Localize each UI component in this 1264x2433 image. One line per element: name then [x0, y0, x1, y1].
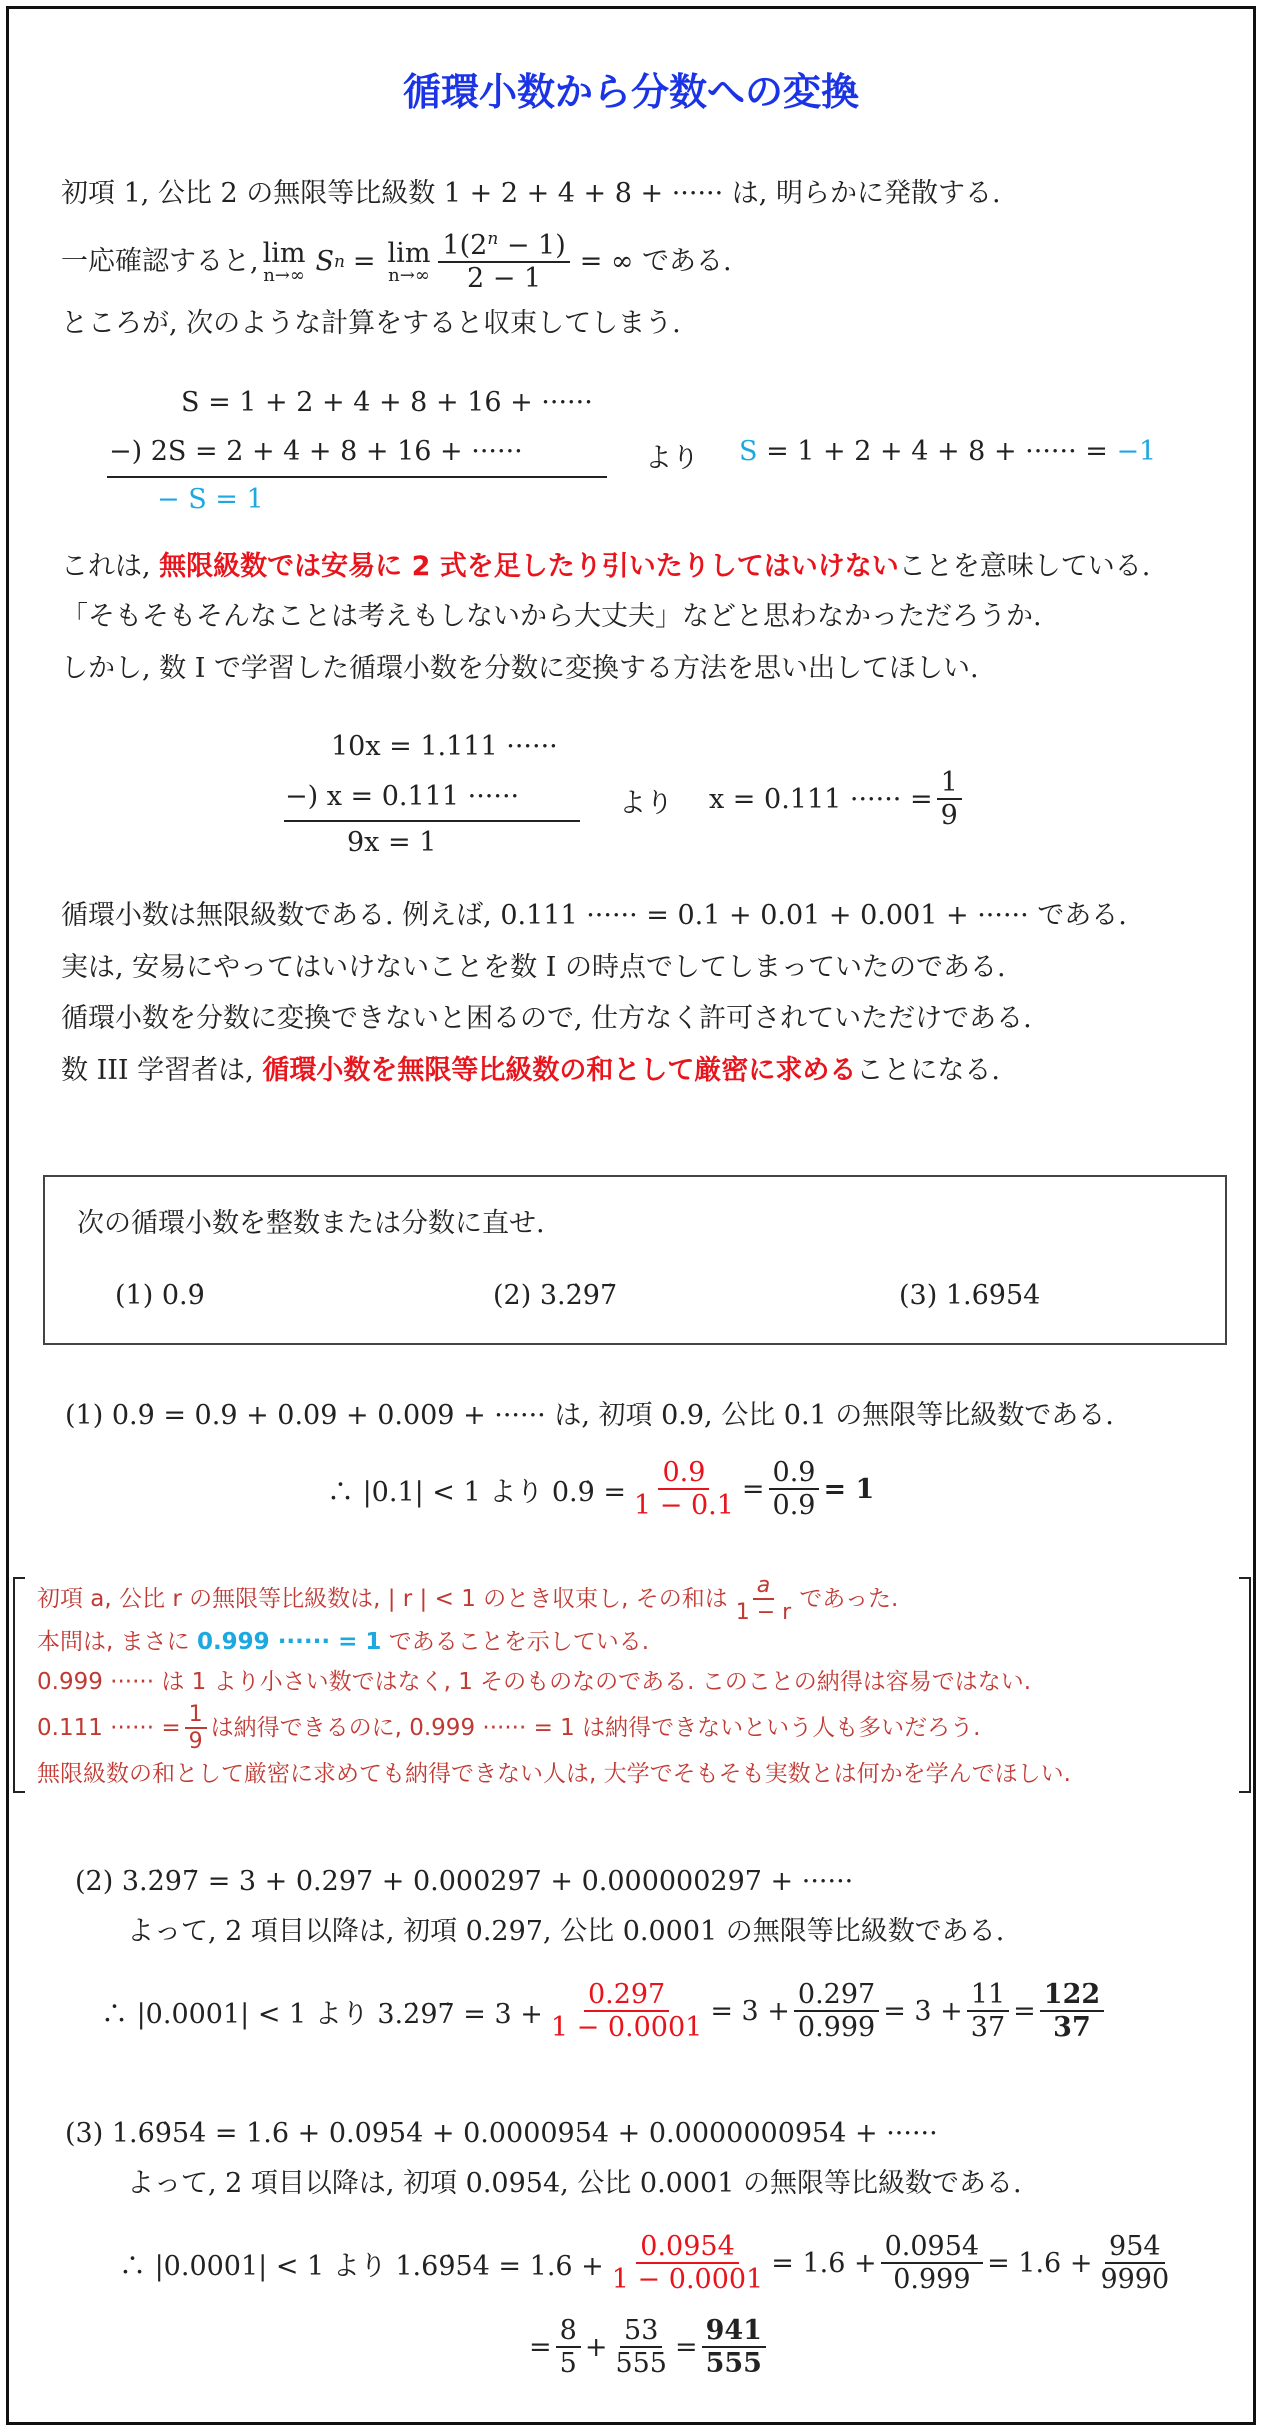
problem-3: (3) 1.69̇54̇	[899, 1280, 1041, 1311]
note-cyan-highlight: 0.999 ······ = 1	[196, 1629, 382, 1655]
note-frac-sum: $\frac{a}{1 - r}$	[735, 1572, 792, 1625]
note-bracket-left	[13, 1577, 25, 1793]
calc2-row-1: 10x = 1.111 ······	[331, 731, 558, 762]
para3-line-2: 実は, 安易にやってはいけないことを数 I の時点でしてしまっていたのである.	[61, 952, 1006, 983]
note-line-2: 本問は, まさに 0.999 ······ = 1 であることを示している.	[37, 1629, 650, 1655]
calc1-yori: より	[645, 443, 699, 474]
note-line-5: 無限級数の和として厳密に求めても納得できない人は, 大学でそもそも実数とは何かを学んでほしい.	[37, 1761, 1071, 1787]
calc1-row-3: − S = 1	[157, 484, 264, 515]
sol1-line-2: ∴ |0.1| < 1 より 0.9̇ = $\frac{0.9}{1 - 0.1}$ = $\frac{0.9}{0.9}$ = 1	[327, 1457, 875, 1522]
calc1-rule	[107, 476, 607, 478]
calc1-result	[739, 436, 1156, 467]
sn-symbol: S	[315, 246, 334, 277]
problem-1: (1) 0.9̇	[115, 1280, 205, 1311]
sol2-result: $\frac{122}{37}$	[1040, 1979, 1104, 2043]
result-mid: = 1 + 2 + 4 + 8 + ······ =	[757, 436, 1117, 467]
calc1-row-1: S = 1 + 2 + 4 + 8 + 16 + ······	[181, 387, 593, 418]
note-bracket-right	[1239, 1577, 1251, 1793]
para3-line-4: 数 III 学習者は, 循環小数を無限等比級数の和として厳密に求めることになる.	[61, 1055, 1000, 1086]
sol3-frac-4: $\frac{8}{5}$	[556, 2315, 581, 2379]
sol3-frac-3: $\frac{954}{9990}$	[1100, 2231, 1170, 2296]
para3-line-1: 循環小数は無限級数である. 例えば, 0.111 ······ = 0.1 + 0.01 + 0.001 + ······ である.	[61, 900, 1127, 931]
sol3-result: $\frac{941}{555}$	[702, 2315, 766, 2379]
lim-sub: n→∞	[263, 264, 305, 286]
problem-box	[43, 1175, 1227, 1345]
intro-line-3: ところが, 次のような計算をすると収束してしまう.	[61, 308, 681, 339]
intro-line-2	[61, 227, 732, 297]
calc2-yori: より	[619, 788, 673, 819]
frac-den: 2 − 1	[467, 263, 542, 294]
sol2-line-1: (2) 3.2̇97̇ = 3 + 0.297 + 0.000297 + 0.000000297 + ······	[75, 1866, 854, 1897]
note-line-1: 初項 a, 公比 r の無限等比級数は, | r | < 1 のとき収束し, その和は $\frac{a}{1 - r}$ であった.	[37, 1572, 899, 1625]
sol3-line-3: ∴ |0.0001| < 1 より 1.69̇54̇ = 1.6 + $\frac{0.0954}{1 - 0.0001}$ = 1.6 + $\frac{0.0954}{0.999}$ = 1.6 + $\frac{954}{9990}$	[119, 2231, 1177, 2295]
note-line-3: 0.999 ······ は 1 より小さい数ではなく, 1 そのものなのである. このことの納得は容易ではない.	[37, 1669, 1032, 1695]
lim-label-2: lim	[387, 237, 431, 269]
lim-label: lim	[262, 237, 306, 269]
sol3-line-1: (3) 1.69̇54̇ = 1.6 + 0.0954 + 0.0000954 + 0.0000000954 + ······	[65, 2118, 938, 2149]
sol3-line-4: = $\frac{8}{5}$ + $\frac{53}{555}$ = $\frac{941}{555}$	[529, 2315, 770, 2379]
sol3-line-2: よって, 2 項目以降は, 初項 0.0954, 公比 0.0001 の無限等比級数である.	[127, 2168, 1022, 2199]
problem-instruction: 次の循環小数を整数または分数に直せ.	[77, 1208, 545, 1239]
intro-l2-post: = ∞ である.	[579, 246, 732, 277]
sol2-frac-1: $\frac{0.297}{1 - 0.0001}$	[550, 1979, 703, 2044]
intro-l2-pre: 一応確認すると,	[61, 246, 259, 277]
sol1-frac-1: $\frac{0.9}{1 - 0.1}$	[634, 1457, 734, 1522]
calc2-rule	[284, 820, 580, 822]
limit-1	[262, 237, 306, 286]
limit-2	[387, 237, 431, 286]
sol2-frac-3: $\frac{11}{37}$	[967, 1979, 1009, 2043]
frac-geometric-sum	[438, 230, 569, 294]
result-value: −1	[1116, 436, 1157, 467]
sol3-frac-5: $\frac{53}{555}$	[615, 2315, 667, 2380]
para2-line-2: 「そもそもそんなことは考えもしないから大丈夫」などと思わなかっただろうか.	[61, 601, 1042, 632]
problem-2: (2) 3.2̇97̇	[493, 1280, 618, 1311]
page-title: 循環小数から分数への変換	[402, 70, 859, 114]
calc2-row-3: 9x = 1	[347, 827, 437, 858]
para2-line-1: これは, 無限級数では安易に 2 式を足したり引いたりしてはいけないことを意味している.	[61, 551, 1151, 582]
sol1-result: = 1	[823, 1473, 875, 1505]
equals: =	[352, 246, 376, 277]
sol2-frac-2: $\frac{0.297}{0.999}$	[794, 1979, 879, 2043]
sol3-frac-2: $\frac{0.0954}{0.999}$	[881, 2231, 983, 2295]
warning-highlight: 無限級数では安易に 2 式を足したり引いたりしてはいけない	[159, 551, 899, 582]
note-frac-ninth: $\frac{1}{9}$	[185, 1702, 207, 1755]
calc2-row-2: −) x = 0.111 ······	[285, 781, 520, 812]
para3-line-3: 循環小数を分数に変換できないと困るので, 仕方なく許可されていただけである.	[61, 1003, 1032, 1034]
calc1-row-2: −) 2S = 2 + 4 + 8 + 16 + ······	[109, 436, 523, 467]
sol2-line-2: よって, 2 項目以降は, 初項 0.297, 公比 0.0001 の無限等比級数である.	[127, 1916, 1005, 1947]
document-page	[6, 6, 1256, 2425]
lim-sub-2: n→∞	[388, 264, 430, 286]
result-s: S	[739, 436, 758, 467]
calc2-result: x = 0.111 ······ = $\frac{1}{9}$	[709, 767, 966, 831]
intro-line-1: 初項 1, 公比 2 の無限等比級数 1 + 2 + 4 + 8 + ······ は, 明らかに発散する.	[61, 178, 1001, 209]
para2-line-3: しかし, 数 I で学習した循環小数を分数に変換する方法を思い出してほしい.	[61, 653, 979, 684]
method-highlight: 循環小数を無限等比級数の和として厳密に求める	[262, 1055, 857, 1086]
note-line-4: 0.111 ······ = $\frac{1}{9}$ は納得できるのに, 0.999 ······ = 1 は納得できないという人も多いだろう.	[37, 1701, 981, 1754]
sol1-line-1: (1) 0.9̇ = 0.9 + 0.09 + 0.009 + ······ は, 初項 0.9, 公比 0.1 の無限等比級数である.	[65, 1400, 1114, 1431]
sn-sub: n	[333, 252, 345, 272]
frac-one-ninth: $\frac{1}{9}$	[937, 767, 962, 831]
sol2-line-3: ∴ |0.0001| < 1 より 3.2̇97̇ = 3 + $\frac{0.297}{1 - 0.0001}$ = 3 + $\frac{0.297}{0.999}$ = 3 + $\frac{11}{37}$ = $\frac{122}{37}$	[101, 1979, 1108, 2043]
sol1-frac-2: $\frac{0.9}{0.9}$	[769, 1457, 820, 1521]
frac-num: $1(2^n - 1)$	[438, 230, 569, 263]
sol3-frac-1: $\frac{0.0954}{1 - 0.0001}$	[611, 2231, 764, 2296]
